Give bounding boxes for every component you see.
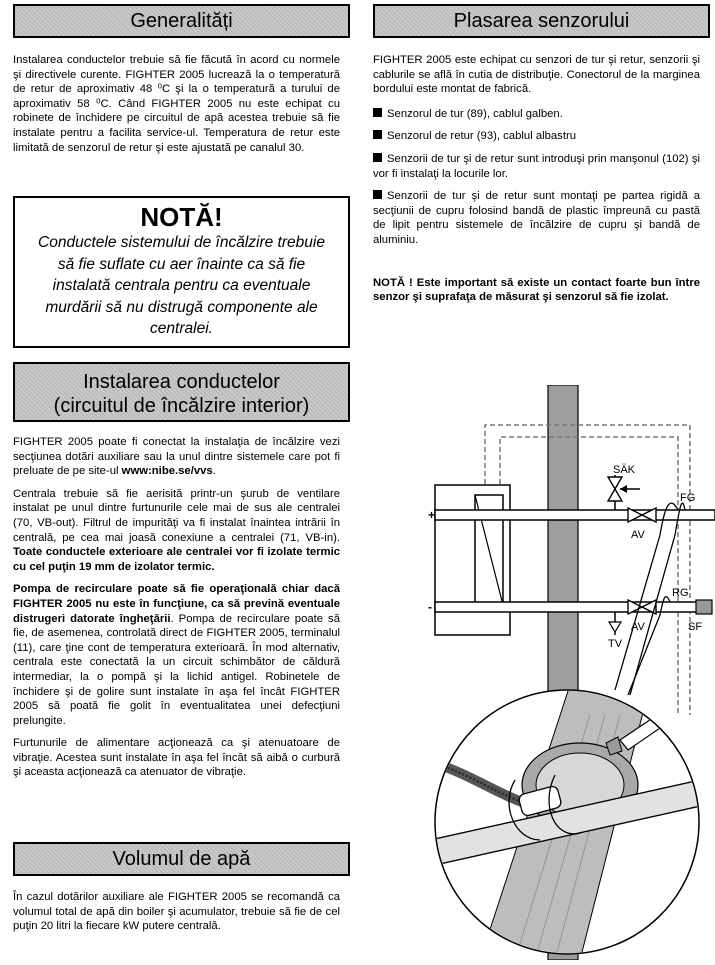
sensor-placement-diagram [420,385,715,960]
bullet-square-icon [373,190,382,199]
label-rg: RG [672,587,689,599]
svg-text:+: + [428,508,436,522]
section-subtitle-instalarea: (circuitul de încălzire interior) [53,395,310,417]
label-tv: TV [608,638,623,650]
nibe-website-link[interactable]: www:nibe.se/vvs [121,465,213,478]
bullet-square-icon [373,108,382,117]
safety-valve-icon [608,477,622,501]
bullet-item: Senzorul de retur (93), cablul albastru [373,129,700,144]
drain-valve-icon [609,622,621,632]
dashed-casing [485,425,690,715]
plasarea-text [373,53,700,313]
filter-icon [696,600,712,614]
label-av-top: AV [631,529,645,541]
flow-sensor-wire [615,503,678,690]
instalarea-paragraph-3: Pompa de recirculare poate să fie operaţională chiar dacă FIGHTER 2005 nu este în funcţiune, ca să prevină eventuale distrugeri datorate îngheţării. Pompa de recirculare poate să fie, de asemenea, controlată direct de FIGHTER 2005, terminalul (11), care ţine cont de temperatura exterioară. În mod alternativ, centrala este conectată la un circuit schimbător de căldură intermediar, la o pompă şi la lichid antigel. Robinetele de închidere şi de golire sunt instalate în aşa fel încât FIGHTER 2005 să poată fie golit în eventualitatea unei defecţiuni prelungite. [13,583,340,727]
instalarea-paragraph-4: Furtunurile de alimentare acţionează ca şi atenuatoare de vibraţie. Acestea sunt instalate în aşa fel încât să aibă o curbură şi aceasta acţionează ca atenuator de vibraţie. [13,737,340,779]
section-header-volumul [13,842,350,876]
volumul-paragraph: În cazul dotărilor auxiliare ale FIGHTER 2005 se recomandă ca volumul total de apă din boiler şi acumulator, trebuie să fie de cel puţin 20 litri la fiecare kW putere centrală. [13,891,340,933]
sensor-detail-magnifier [430,685,705,960]
svg-text:-: - [428,600,432,614]
section-header-plasarea [373,4,710,38]
bullet-item: Senzorii de tur şi de retur sunt montaţi pe partea rigidă a secţiunii de cupru folosind bandă de plastic împreună cu pastă de lipit pentru sistemele de încălzire de cupru şi bandă de aluminiu. [373,190,700,246]
flow-pipe [435,510,715,520]
label-sak: SÄK [613,464,636,476]
label-sf: SF [688,621,703,633]
instalarea-paragraph-2: Centrala trebuie să fie aerisită printr-un şurub de ventilare instalat pe unul dintre furtunurile cele mai de sus ale centralei (70, VB-out). Filtrul de impurităţi va fi instalat înaintea intrării în centrală, pe cea mai joasă conexiune a centralei (71, VB-in). Toate conductele exterioare ale centralei vor fi izolate termic cu cel puţin 19 mm de izolator termic. [13,487,340,573]
section-title-plasarea: Plasarea senzorului [453,10,630,32]
label-fg: FG [680,492,696,504]
section-title-volumul: Volumul de apă [112,848,251,870]
plasarea-intro: FIGHTER 2005 este echipat cu senzori de tur şi retur, senzorii şi cablurile se află în cutia de distribuţie. Conectorul de la marginea bordului este montat de fabrică. [373,54,700,96]
generalitati-paragraph: Instalarea conductelor trebuie să fie făcută în acord cu normele şi directivele curente. FIGHTER 2005 lucrează la o temperatură de retur de aproximativ 48 ⁰C şi la o temperatură a turului de aproximativ 58 ⁰C. Când FIGHTER 2005 nu este echipat cu robinete de închidere pe circuitul de apă acestea trebuie să fie instalate pentru a facilita service-ul. Temperatura de retur este limitată de senzorul de retur şi este ajustată pe canalul 30. [13,54,340,154]
bullet-item: Senzorul de tur (89), cablul galben. [373,107,700,122]
section-header-instalarea [13,362,350,422]
instalarea-text [13,435,340,788]
volumul-text [13,890,340,942]
bullet-item: Senzorii de tur şi de retur sunt introduşi prin manşonul (102) şi vor fi instalaţi la locurile lor. [373,152,700,180]
section-header-generalitati [13,4,350,38]
note-box [13,196,350,348]
label-av-bottom: AV [631,621,645,633]
generalitati-text [13,53,340,163]
instalarea-paragraph-1: FIGHTER 2005 poate fi conectat la instalaţia de încălzire vezi secţiunea dotări auxiliare sau la unul dintre sistemele care pot fi preluate de pe site-ul www:nibe.se/vvs. [13,436,340,478]
plasarea-note: NOTĂ ! Este important să existe un contact foarte bun între senzor şi suprafaţa de măsurat şi senzorul să fie izolat. [373,276,700,304]
note-body: Conductele sistemului de încălzire trebuie să fie suflate cu aer înainte ca să fie instalată centrala pentru ca eventuale murdării să nu distrugă componente ale centralei. [38,234,325,337]
section-title-generalitati: Generalități [130,10,233,32]
bullet-square-icon [373,153,382,162]
section-title-instalarea: Instalarea conductelor [83,371,280,393]
return-pipe [435,602,697,612]
note-title: NOTĂ! [140,202,223,232]
bullet-square-icon [373,130,382,139]
